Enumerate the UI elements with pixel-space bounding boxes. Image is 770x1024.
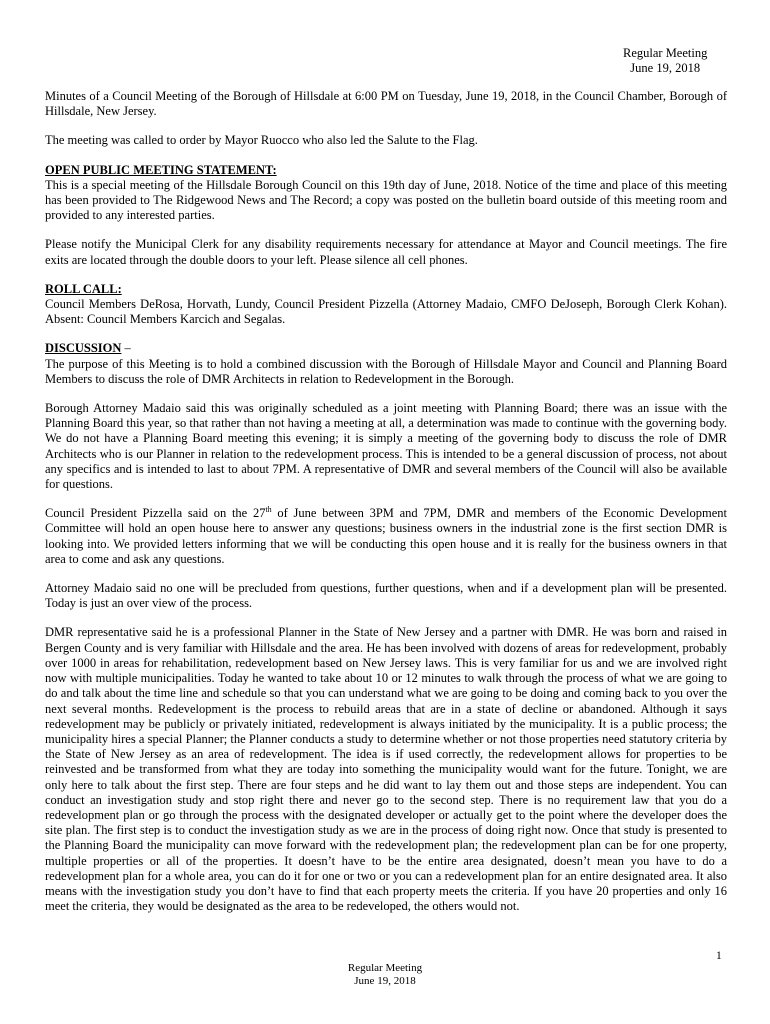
- dmr-representative-paragraph: DMR representative said he is a professional Planner in the State of New Jersey and a partner with DMR. He was born and raised in Bergen County and is very familiar with Hillsdale and the area. He has been involved with dozens of areas for redevelopment, probably over 1000 in areas for rehabilitation, redevelopment based on New Jersey laws. This is very familiar for us and we are involved right now with multiple municipalities. Today he wanted to take about 10 or 12 minutes to walk through the process of what we are going to do and talk about the time line and schedule so that you can understand what we are going to be doing and coming back to you over the next several months. Redevelopment is the process to rebuild areas that are in a state of decline or abandoned. Although it says redevelopment may be publicly or privately initiated, redevelopment is always initiated by the municipality. It is a public process; the municipality hires a special Planner; the Planner conducts a study to determine whether or not those properties need statutory criteria by the State of New Jersey as an area of redevelopment. The idea is if used correctly, the redevelopment allows for properties to be reinvested and be transformed from what they are today into something the municipality would want for the future. Tonight, we are only here to talk about the first step. There are four steps and he did want to lay them out and those steps are independent. You can conduct an investigation study and stop right there and never go to the second step. There is no requirement law that you do a redevelopment plan or go through the process with the designated developer or actually get to the point where the developer does the site plan. The first step is to conduct the investigation study as we are in the process of doing right now. Once that study is presented to the Planning Board the municipality can move forward with the redevelopment plan; the redevelopment plan can be for one property, multiple properties or all of the properties. It doesn’t have to be the entire area designated, doesn’t mean you have to do a redevelopment plan for a whole area, you can do it for one or two or you can a redevelopment plan for an entire designated area. It also means with the investigation study you don’t have to find that each property meets the criteria. If you have 20 properties and only 16 meet the criteria, they would be designated as the area to be redeveloped, the others would not.: [45, 625, 727, 914]
- minutes-body: [45, 89, 727, 914]
- header-date: June 19, 2018: [630, 61, 701, 75]
- call-to-order-paragraph: The meeting was called to order by Mayor Ruocco who also led the Salute to the Flag.: [45, 133, 478, 148]
- pizzella-text-start: Council President Pizzella said on the 27: [45, 506, 266, 521]
- header-title: Regular Meeting: [623, 46, 708, 60]
- discussion-text: The purpose of this Meeting is to hold a combined discussion with the Borough of Hillsdale Mayor and Council and Planning Board Members to discuss the role of DMR Architects in relation to Redevelopment in the Borough.: [45, 356, 727, 386]
- council-president-pizzella-paragraph: [45, 506, 727, 567]
- page-number: 1: [716, 950, 722, 962]
- notify-clerk-paragraph: Please notify the Municipal Clerk for any disability requirements necessary for attendance at Mayor and Council meetings. The fire exits are located through the double doors to your left. Please silence all cell phones.: [45, 237, 727, 267]
- pizzella-text-end: of June between 3PM and 7PM, DMR and members of the Economic Development Committee will hold an open house here to answer any questions; business owners in the industrial zone is the first section DMR is looking into. We provided letters informing that we will be conducting this open house and it is really for the business owners in that area to come and ask any questions.: [45, 506, 727, 566]
- intro-paragraph: Minutes of a Council Meeting of the Borough of Hillsdale at 6:00 PM on Tuesday, June 19, 2018, in the Council Chamber, Borough of Hillsdale, New Jersey.: [45, 89, 727, 119]
- roll-call-heading: ROLL CALL:: [45, 281, 122, 296]
- open-public-meeting-heading: OPEN PUBLIC MEETING STATEMENT:: [45, 162, 277, 177]
- discussion-dash: –: [121, 341, 131, 356]
- ordinal-suffix: th: [265, 505, 272, 515]
- discussion-heading: DISCUSSION: [45, 341, 122, 356]
- running-footer: [0, 962, 770, 988]
- attorney-madaio-paragraph-2: Attorney Madaio said no one will be precluded from questions, further questions, when and if a development plan will be presented. Today is just an over view of the process.: [45, 581, 727, 611]
- running-header: [623, 46, 707, 76]
- discussion-heading-line: [45, 341, 727, 356]
- footer-title: Regular Meeting: [347, 962, 423, 974]
- open-public-meeting-text: This is a special meeting of the Hillsdale Borough Council on this 19th day of June, 2018. Notice of the time and place of this meeting has been provided to The Ridgewood News and The Record; a copy was posted on the bulletin board outside of this meeting room and provided to any interested parties.: [45, 177, 727, 223]
- footer-date: June 19, 2018: [354, 975, 416, 987]
- roll-call-text: Council Members DeRosa, Horvath, Lundy, Council President Pizzella (Attorney Madaio, CMFO DeJoseph, Borough Clerk Kohan). Absent: Council Members Karcich and Segalas.: [45, 297, 727, 327]
- attorney-madaio-paragraph-1: Borough Attorney Madaio said this was originally scheduled as a joint meeting with Planning Board; there was an issue with the Planning Board this year, so that rather than not having a meeting at all, a determination was made to continue with the governing body. We do not have a Planning Board meeting this evening; it is simply a meeting of the governing body to discuss the role of DMR Architects who is our Planner in relation to the redevelopment process. This is intended to be a general discussion of process, not about any specifics and is intended to last to about 7PM. A representative of DMR and several members of the Council will also be available for questions.: [45, 401, 727, 492]
